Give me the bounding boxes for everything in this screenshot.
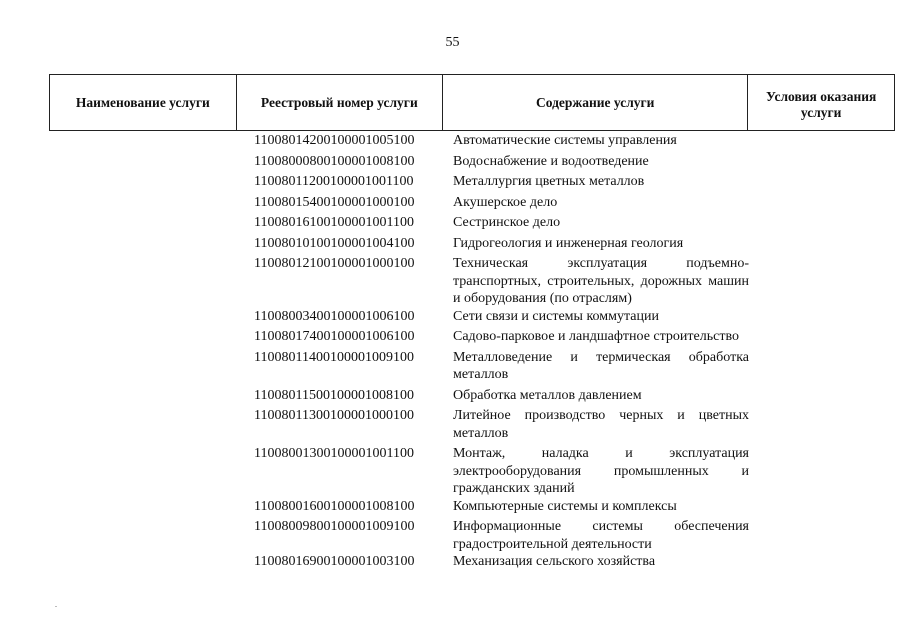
table-row xyxy=(0,498,905,516)
service-content-cell: Техническая эксплуатация подъемно-транспортных, строительных, дорожных машин и оборудования (по отраслям) xyxy=(453,256,749,306)
table-row xyxy=(0,194,905,212)
table-row xyxy=(0,328,905,346)
table-row xyxy=(0,153,905,171)
registry-number-cell: 11008003400100001006100 xyxy=(254,308,415,324)
service-content-cell: Монтаж, наладка и эксплуатация электрооборудования промышленных и гражданских зданий xyxy=(453,446,749,496)
service-content-cell: Сестринское дело xyxy=(453,215,561,230)
header-service-name: Наименование услуги xyxy=(50,75,237,130)
registry-number-cell: 11008009800100001009100 xyxy=(254,519,415,534)
service-content-cell: Информационные системы обеспечения градостроительной деятельности xyxy=(453,519,749,552)
service-content-cell: Металлургия цветных металлов xyxy=(453,174,645,189)
registry-number-cell: 11008011200100001001100 xyxy=(254,174,414,189)
table-body xyxy=(0,131,905,571)
registry-number-cell: 11008001600100001008100 xyxy=(254,498,415,514)
service-content-cell: Гидрогеология и инженерная геология xyxy=(453,235,684,251)
table-row xyxy=(0,407,905,442)
registry-number-cell: 11008010100100001004100 xyxy=(254,235,415,251)
registry-number-cell: 11008012100100001000100 xyxy=(254,256,415,271)
table-row xyxy=(0,173,905,191)
service-content-cell: Водоснабжение и водоотведение xyxy=(453,153,649,169)
table-row xyxy=(0,235,905,253)
service-content-cell: Компьютерные системы и комплексы xyxy=(453,498,677,514)
header-registry-number: Реестровый номер услуги xyxy=(237,75,444,130)
registry-number-cell: 11008017400100001006100 xyxy=(254,329,415,344)
registry-number-cell: 11008016900100001003100 xyxy=(254,554,415,569)
service-content-cell: Механизация сельского хозяйства xyxy=(453,554,656,569)
registry-number-cell: 11008000800100001008100 xyxy=(254,153,415,169)
service-content-cell: Сети связи и системы коммутации xyxy=(453,308,659,324)
registry-number-cell: 11008011500100001008100 xyxy=(254,387,414,403)
header-service-conditions: Условия оказания услуги xyxy=(766,89,877,120)
page-number: 55 xyxy=(445,35,460,50)
service-content-cell: Обработка металлов давлением xyxy=(453,387,642,403)
table-row xyxy=(0,132,905,150)
table-row xyxy=(0,387,905,405)
table-row xyxy=(0,445,905,498)
scan-speck xyxy=(55,606,57,607)
registry-number-cell: 11008015400100001000100 xyxy=(254,194,415,210)
table-header xyxy=(49,74,895,131)
service-content-cell: Металловедение и термическая обработка металлов xyxy=(453,349,749,382)
registry-number-cell: 11008011300100001000100 xyxy=(254,408,414,423)
service-content-cell: Акушерское дело xyxy=(453,194,558,210)
table-row xyxy=(0,518,905,553)
header-service-content: Содержание услуги xyxy=(443,75,748,130)
registry-number-cell: 11008016100100001001100 xyxy=(254,215,414,230)
service-content-cell: Литейное производство черных и цветных металлов xyxy=(453,408,749,441)
table-row xyxy=(0,214,905,232)
registry-number-cell: 11008001300100001001100 xyxy=(254,446,414,461)
service-content-cell: Садово-парковое и ландшафтное строительство xyxy=(453,329,739,344)
table-row xyxy=(0,349,905,384)
table-row xyxy=(0,553,905,571)
table-row xyxy=(0,255,905,308)
registry-number-cell: 11008014200100001005100 xyxy=(254,133,415,148)
registry-number-cell: 11008011400100001009100 xyxy=(254,349,414,365)
table-row xyxy=(0,308,905,326)
service-content-cell: Автоматические системы управления xyxy=(453,133,677,148)
